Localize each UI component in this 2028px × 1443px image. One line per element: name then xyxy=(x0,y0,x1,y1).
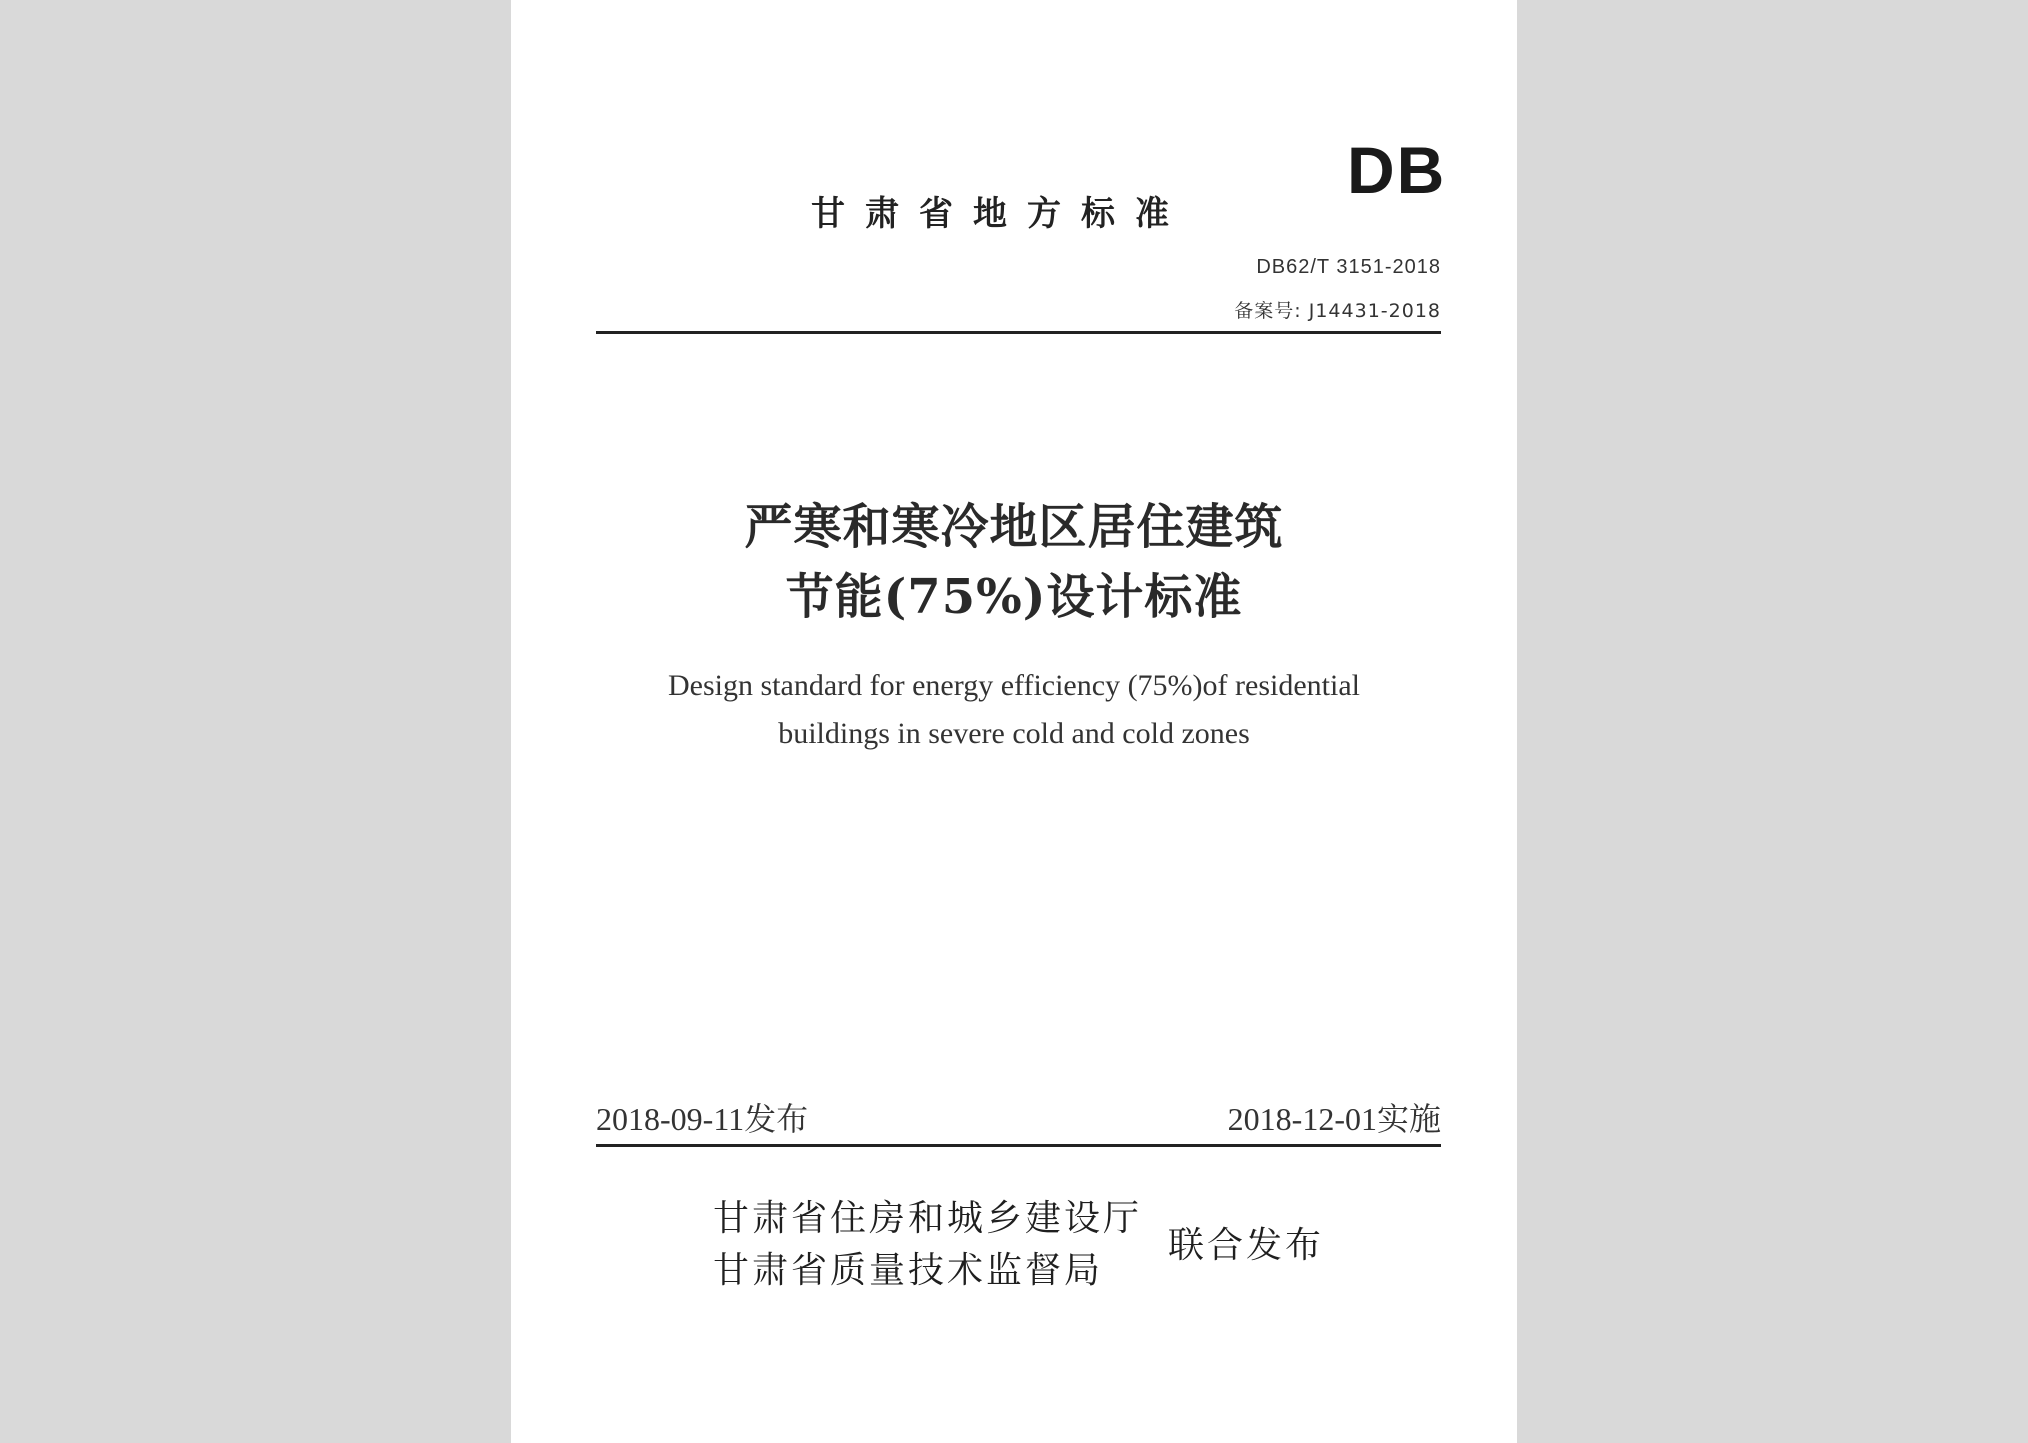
issuer-line-2: 甘肃省质量技术监督局 xyxy=(713,1250,1104,1291)
issue-date: 2018-09-11发布 xyxy=(596,1101,809,1137)
title-chinese-line-1: 严寒和寒冷地区居住建筑 xyxy=(744,499,1284,555)
document-cover xyxy=(511,0,1517,1443)
record-number: 备案号: J14431-2018 xyxy=(1234,300,1441,322)
db-logo: DB xyxy=(1347,133,1447,207)
footer-divider xyxy=(596,1144,1441,1147)
implementation-date: 2018-12-01实施 xyxy=(1227,1101,1441,1137)
joint-issue-label: 联合发布 xyxy=(1168,1225,1325,1266)
issuer-line-1: 甘肃省住房和城乡建设厅 xyxy=(713,1198,1143,1239)
title-english-line-1: Design standard for energy efficiency (75%)of residential xyxy=(668,669,1360,702)
title-chinese-line-2: 节能(75%)设计标准 xyxy=(785,569,1243,625)
header-divider xyxy=(596,331,1441,334)
document-type: 甘肃省地方标准 xyxy=(811,194,1189,234)
title-english-line-2: buildings in severe cold and cold zones xyxy=(778,717,1250,750)
standard-number: DB62/T 3151-2018 xyxy=(1256,256,1441,278)
